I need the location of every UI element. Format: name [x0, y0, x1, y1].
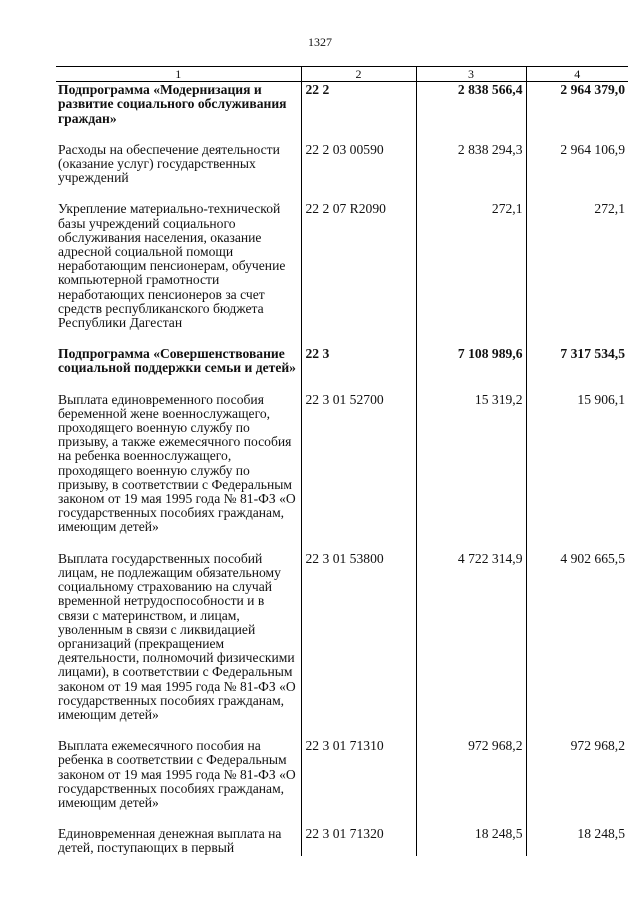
table-row	[56, 392, 628, 551]
row-code: 22 3 01 52700	[301, 392, 416, 551]
row-value-2024: 15 319,2	[416, 392, 526, 551]
row-value-2024: 18 248,5	[416, 826, 526, 855]
row-code: 22 2	[301, 82, 416, 142]
row-value-2024: 972 968,2	[416, 738, 526, 826]
row-code: 22 3 01 71320	[301, 826, 416, 855]
row-name: Подпрограмма «Совершенствование социальной поддержки семьи и детей»	[58, 346, 296, 376]
row-code: 22 3 01 53800	[301, 551, 416, 738]
table-header-row	[56, 67, 628, 82]
table-row	[56, 551, 628, 738]
column-header-4: 4	[526, 67, 628, 82]
row-value-2025: 2 964 379,0	[526, 82, 628, 142]
row-value-2024: 7 108 989,6	[416, 346, 526, 391]
page-number: 1327	[308, 35, 332, 49]
table-row	[56, 82, 628, 142]
column-header-3: 3	[416, 67, 526, 82]
column-header-1: 1	[56, 67, 301, 82]
table-row	[56, 826, 628, 855]
row-name: Расходы на обеспечение деятельности (оказание услуг) государственных учреждений	[58, 141, 280, 186]
table-row	[56, 346, 628, 391]
row-name: Укрепление материально-технической базы учреждений социального обслуживания населения, оказание адресной социальной помощи неработающим пенсионерам, обучение компьютерной грамотности неработающих пенсионеров за счет средств республиканского бюджета Республики Дагестан	[58, 201, 286, 331]
row-name: Выплата государственных пособий лицам, не подлежащим обязательному социальному страхованию на случай временной нетрудоспособности и в связи с материнством, и лицам, уволенным в связи с ликвидацией организаций (прекращением деятельности, полномочий физическими лицами), в соответствии с Федеральным законом от 19 мая 1995 года № 81-ФЗ «О государственных пособиях гражданам, имеющим детей»	[58, 550, 296, 722]
row-value-2025: 272,1	[526, 201, 628, 346]
row-value-2025: 15 906,1	[526, 392, 628, 551]
row-value-2025: 7 317 534,5	[526, 346, 628, 391]
row-value-2025: 2 964 106,9	[526, 142, 628, 202]
budget-table	[56, 66, 628, 856]
row-code: 22 2 03 00590	[301, 142, 416, 202]
row-value-2025: 972 968,2	[526, 738, 628, 826]
row-name: Единовременная денежная выплата на детей, поступающих в первый	[58, 826, 282, 856]
row-value-2025: 18 248,5	[526, 826, 628, 855]
row-value-2024: 2 838 294,3	[416, 142, 526, 202]
row-value-2024: 2 838 566,4	[416, 82, 526, 142]
row-code: 22 3 01 71310	[301, 738, 416, 826]
table-row	[56, 142, 628, 202]
row-value-2024: 4 722 314,9	[416, 551, 526, 738]
row-name: Подпрограмма «Модернизация и развитие социального обслуживания граждан»	[58, 82, 287, 126]
column-header-2: 2	[301, 67, 416, 82]
table-row	[56, 738, 628, 826]
row-name: Выплата единовременного пособия беременной жене военнослужащего, проходящего военную службу по призыву, а также ежемесячного пособия на ребенка военнослужащего, проходящего военную службу по призыву, в соответствии с Федеральным законом от 19 мая 1995 года № 81-ФЗ «О государственных пособиях гражданам, имеющим детей»	[58, 391, 296, 535]
row-code: 22 2 07 R2090	[301, 201, 416, 346]
row-value-2024: 272,1	[416, 201, 526, 346]
row-code: 22 3	[301, 346, 416, 391]
table-row	[56, 201, 628, 346]
row-name: Выплата ежемесячного пособия на ребенка в соответствии с Федеральным законом от 19 мая 1995 года № 81-ФЗ «О государственных пособиях гражданам, имеющим детей»	[58, 738, 296, 810]
row-value-2025: 4 902 665,5	[526, 551, 628, 738]
